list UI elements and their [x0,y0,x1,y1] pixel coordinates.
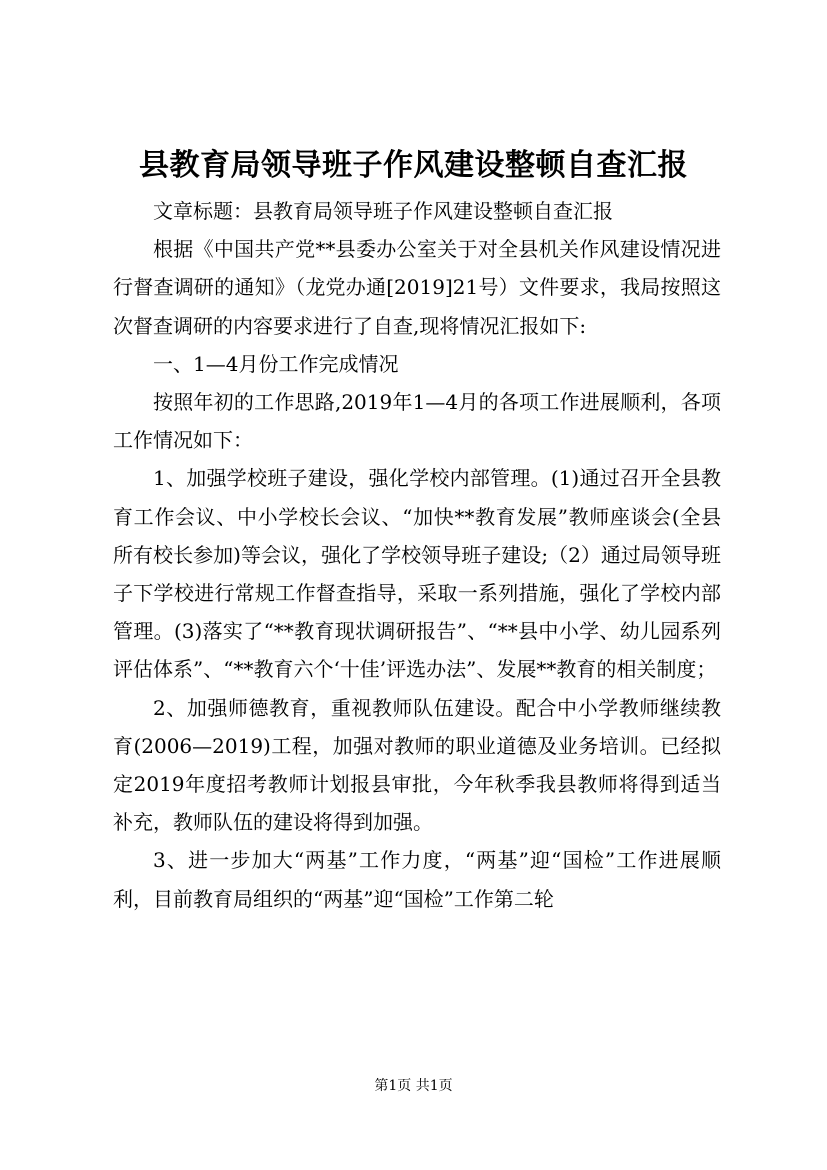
overview-paragraph: 按照年初的工作思路,2019年1—4月的各项工作进展顺利，各项工作情况如下： [113,390,721,453]
item-2-paragraph: 2、加强师德教育，重视教师队伍建设。配合中小学教师继续教育(2006—2019)工程，加强对教师的职业道德及业务培训。已经拟定2019年度招考教师计划报县审批，今年秋季我县教师将得到适当补充，教师队伍的建设将得到加强。 [113,695,721,835]
item-1-paragraph: 1、加强学校班子建设，强化学校内部管理。(1)通过召开全县教育工作会议、中小学校长会议、“加快**教育发展”教师座谈会(全县所有校长参加)等会议，强化了学校领导班子建设;（2）通过局领导班子下学校进行常规工作督查指导，采取一系列措施，强化了学校内部管理。(3)落实了“**教育现状调研报告”、“**县中小学、幼儿园系列评估体系”、“**教育六个‘十佳’评选办法”、发展**教育的相关制度； [113,466,721,682]
article-title-line: 文章标题：县教育局领导班子作风建设整顿自查汇报 [153,199,613,223]
page-footer: 第1页 共1页 [374,1078,453,1094]
intro-paragraph: 根据《中国共产党**县委办公室关于对全县机关作风建设情况进行督查调研的通知》（龙党办通[2019]21号）文件要求，我局按照这次督查调研的内容要求进行了自查,现将情况汇报如下: [113,237,721,338]
document-title: 县教育局领导班子作风建设整顿自查汇报 [139,148,688,183]
document-body [113,192,721,918]
item-3-paragraph: 3、进一步加大“两基”工作力度，“两基”迎“国检”工作进展顺利，目前教育局组织的“两基”迎“国检”工作第二轮 [113,848,721,911]
section-heading: 一、1—4月份工作完成情况 [153,351,399,376]
